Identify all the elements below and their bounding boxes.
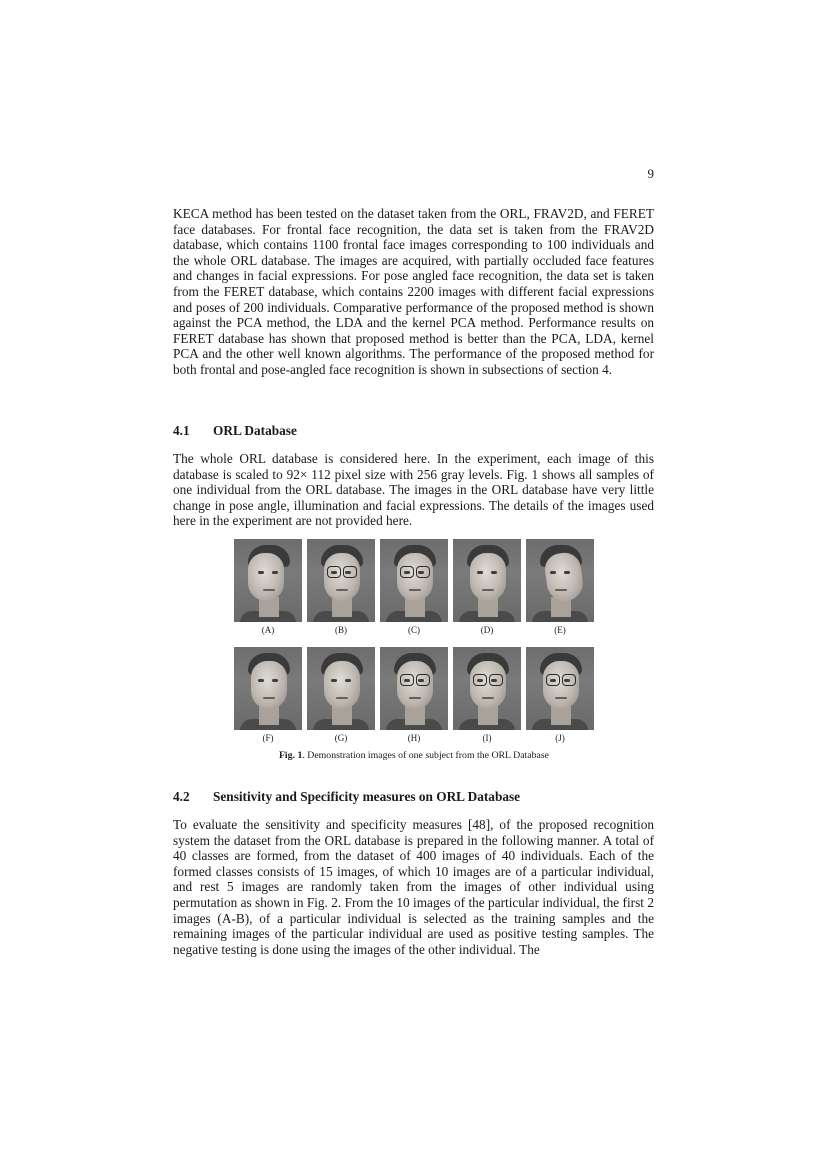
- section-title: Sensitivity and Specificity measures on ORL Database: [213, 789, 521, 804]
- face-sample: [453, 539, 521, 637]
- figure-1: [234, 539, 594, 761]
- face-image: [380, 539, 448, 622]
- section-heading-4-2: [173, 789, 520, 805]
- section-4-1-body: The whole ORL database is considered here. In the experiment, each image of this database is scaled to 92× 112 pixel size with 256 gray levels. Fig. 1 shows all samples of one individual from the ORL database. The images in the ORL database have very little change in pose angle, illumination and facial expressions. The details of the images used here in the experiment are not provided here.: [173, 451, 654, 529]
- face-sample: [234, 647, 302, 745]
- section-4-2-body: To evaluate the sensitivity and specificity measures [48], of the proposed recognition system the dataset from the ORL database is prepared in the following manner. A total of 40 classes are formed, from the dataset of 400 images of 40 individuals. Each of the formed classes consists of 15 images, of which 10 images are of a particular individual, and rest 5 images are randomly taken from the images of other individual using permutation as shown in Fig. 2. From the 10 images of the particular individual, the first 2 images (A-B), of a particular individual is selected as the training samples and the remaining images of the particular individual are used as positive testing samples. The negative testing is done using the images of the other individual. The: [173, 817, 654, 957]
- face-sample: [380, 539, 448, 637]
- face-image: [453, 539, 521, 622]
- face-image: [307, 647, 375, 730]
- section-heading-4-1: [173, 423, 297, 439]
- face-label: (J): [555, 733, 565, 743]
- section-number: 4.1: [173, 423, 190, 438]
- face-grid-row-2: [234, 647, 594, 745]
- face-label: (E): [554, 625, 566, 635]
- face-label: (F): [262, 733, 274, 743]
- face-image: [234, 539, 302, 622]
- page-number: 9: [647, 166, 654, 181]
- face-sample: [526, 647, 594, 745]
- face-label: (A): [261, 625, 275, 635]
- figure-caption-label: Fig. 1: [278, 750, 303, 761]
- face-label: (C): [408, 625, 420, 635]
- face-sample: [307, 539, 375, 637]
- face-label: (B): [335, 625, 347, 635]
- face-sample: [307, 647, 375, 745]
- figure-caption: [234, 750, 594, 761]
- face-image: [307, 539, 375, 622]
- section-title: ORL Database: [213, 423, 297, 438]
- face-image: [234, 647, 302, 730]
- face-image: [526, 539, 594, 622]
- figure-caption-text: . Demonstration images of one subject from the ORL Database: [302, 750, 550, 761]
- face-label: (H): [407, 733, 421, 743]
- section-number: 4.2: [173, 789, 190, 804]
- face-label: (D): [480, 625, 494, 635]
- face-label: (G): [334, 733, 348, 743]
- intro-paragraph: KECA method has been tested on the dataset taken from the ORL, FRAV2D, and FERET face databases. For frontal face recognition, the data set is taken from the FRAV2D database, which contains 1100 frontal face images corresponding to 100 individuals and the whole ORL database. The images are acquired, with partially occluded face features and changes in facial expressions. For pose angled face recognition, the data set is taken from the FERET database, which contains 2200 images with different facial expressions and poses of 200 individuals. Comparative performance of the proposed method is shown against the PCA method, the LDA and the kernel PCA method. Performance results on FERET database has shown that proposed method is better than the PCA, LDA, kernel PCA and the other well known algorithms. The performance of the proposed method for both frontal and pose-angled face recognition is shown in subsections of section 4.: [173, 206, 654, 377]
- face-image: [453, 647, 521, 730]
- face-grid-row-1: [234, 539, 594, 637]
- face-image: [380, 647, 448, 730]
- face-sample: [380, 647, 448, 745]
- face-sample: [453, 647, 521, 745]
- face-image: [526, 647, 594, 730]
- face-sample: [526, 539, 594, 637]
- face-label: (I): [482, 733, 492, 743]
- face-sample: [234, 539, 302, 637]
